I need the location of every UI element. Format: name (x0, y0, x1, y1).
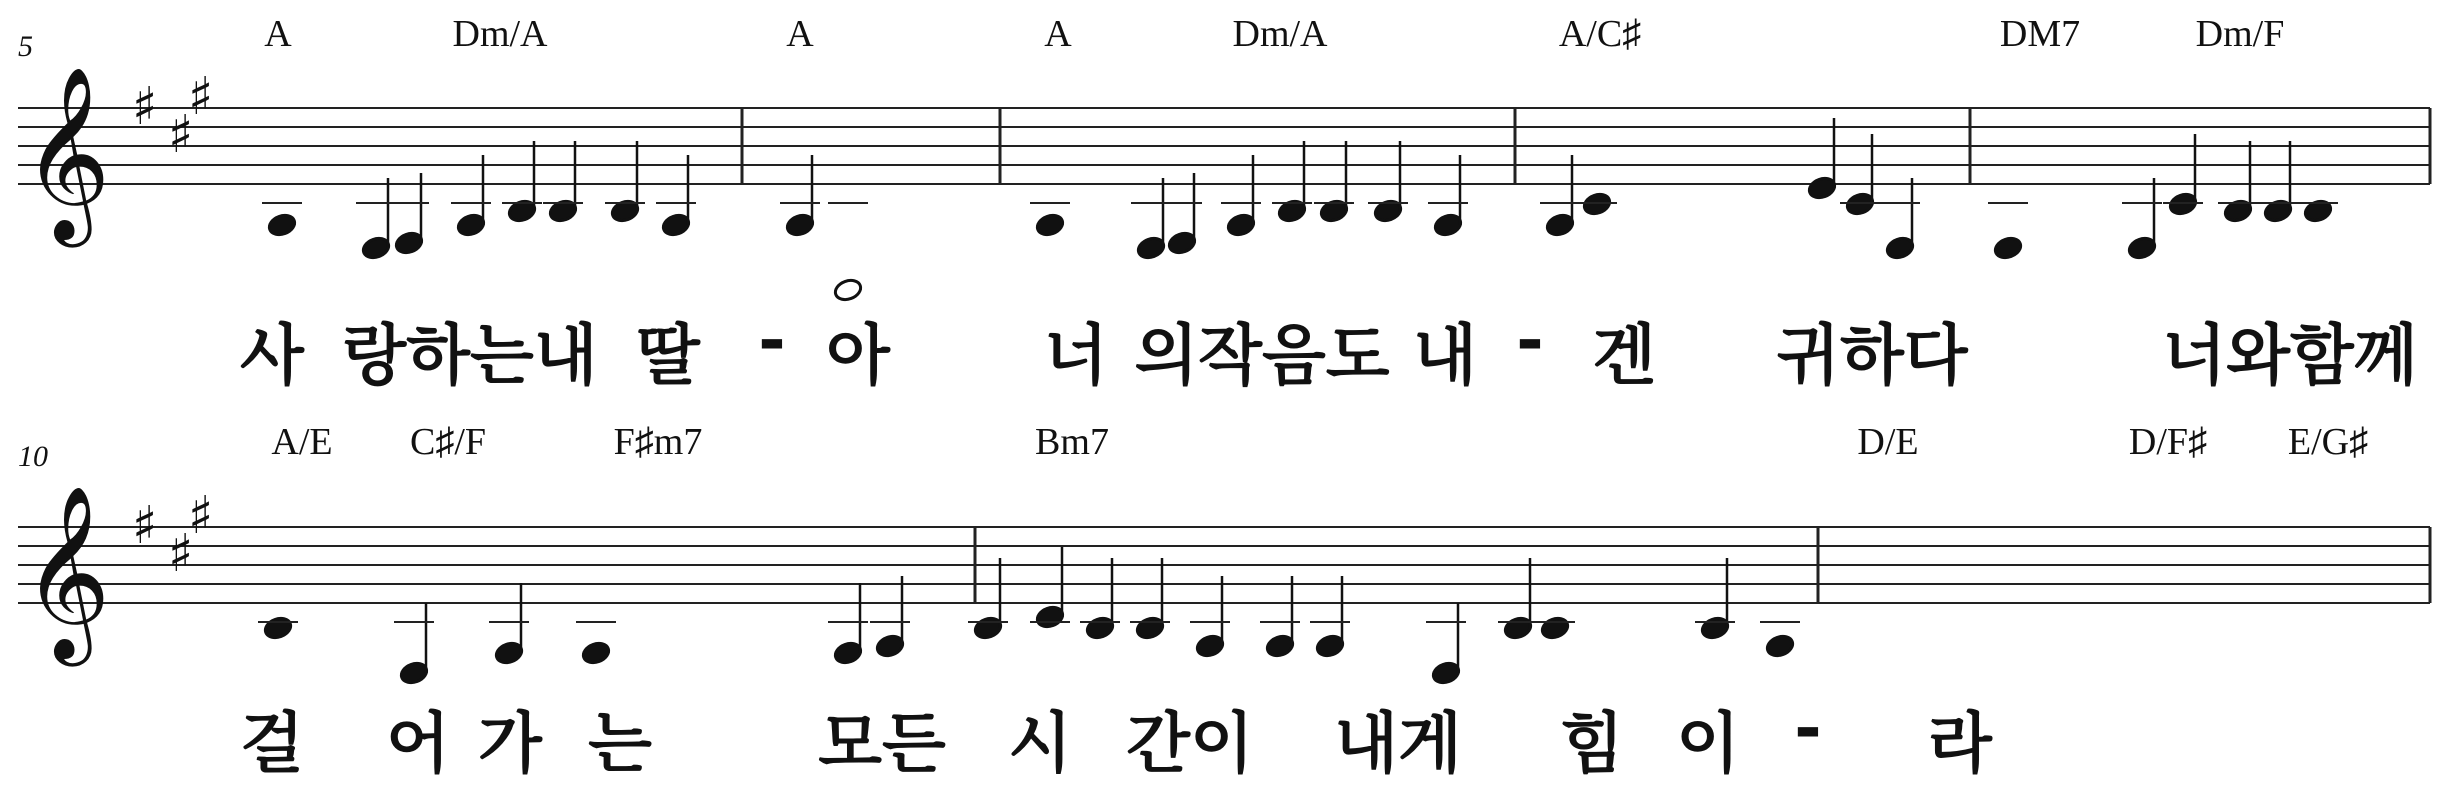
note-head (1765, 633, 1796, 659)
note-head (1085, 615, 1116, 641)
chord-symbol: C♯/F (409, 421, 487, 463)
sharp-icon: ♯ (188, 486, 214, 546)
note-head (661, 212, 692, 238)
lyric-syllable: 라 (1928, 705, 1992, 782)
note-head (1135, 615, 1166, 641)
note-head (1195, 633, 1226, 659)
note-head (1700, 615, 1731, 641)
lyric-syllable: 힘 (1560, 705, 1624, 782)
chord-symbol: F♯m7 (613, 421, 703, 463)
note-head (1503, 615, 1534, 641)
lyric-syllable: 시 (1008, 705, 1072, 782)
note-head (581, 640, 612, 666)
lyric-syllable: 귀하다 (1776, 317, 1968, 394)
chord-symbol: A (1044, 13, 1072, 55)
lyric-syllable: 이 (1676, 705, 1740, 782)
chord-symbol: Dm/A (1232, 13, 1328, 55)
note-head (833, 277, 864, 303)
sharp-icon: ♯ (132, 496, 158, 556)
chord-symbol: Dm/A (452, 13, 548, 55)
note-head (507, 198, 538, 224)
lyric-syllable: 아 (826, 317, 890, 394)
note-head (1136, 235, 1167, 261)
chord-symbol: A (786, 13, 814, 55)
lyric-syllable: 모든 (818, 705, 946, 782)
note-head (2303, 198, 2334, 224)
note-head (1226, 212, 1257, 238)
note-head (267, 212, 298, 238)
sharp-icon: ♯ (132, 77, 158, 137)
note-head (1885, 235, 1916, 261)
lyric-syllable: 내게 (1334, 705, 1462, 782)
lyric-syllable: 어 (386, 705, 450, 782)
lyric-syllable: 내 (1413, 317, 1477, 394)
lyric-syllable: 걸 (240, 705, 304, 782)
note-head (2263, 198, 2294, 224)
note-head (399, 660, 430, 686)
note-head (1545, 212, 1576, 238)
lyric-syllable: 가 (478, 705, 542, 782)
note-head (2127, 235, 2158, 261)
treble-clef-icon: 𝄞 (22, 485, 111, 659)
note-head (548, 198, 579, 224)
chord-symbol: A/C♯ (1558, 13, 1642, 55)
note-head (1431, 660, 1462, 686)
note-head (1315, 633, 1346, 659)
treble-clef-icon: 𝄞 (22, 66, 111, 240)
note-head (494, 640, 525, 666)
chord-symbol: D/E (1857, 421, 1919, 463)
note-head (1319, 198, 1350, 224)
note-head (394, 230, 425, 256)
note-head (1277, 198, 1308, 224)
note-head (263, 615, 294, 641)
note-head (1540, 615, 1571, 641)
note-head (1167, 230, 1198, 256)
chord-symbol: DM7 (1999, 13, 2081, 55)
note-head (833, 640, 864, 666)
note-head (875, 633, 906, 659)
chord-symbol: A/E (271, 421, 333, 463)
sharp-icon: ♯ (168, 524, 194, 584)
lyric-syllable: - (1516, 302, 1544, 379)
measure-number: 10 (18, 440, 48, 473)
note-head (1993, 235, 2024, 261)
note-head (973, 615, 1004, 641)
note-head (2223, 198, 2254, 224)
note-head (1373, 198, 1404, 224)
lyric-syllable: 너 (1044, 317, 1108, 394)
lyric-syllable: 의작음도 (1134, 317, 1390, 394)
note-head (785, 212, 816, 238)
lyric-syllable: 너와함께 (2162, 317, 2418, 394)
lyric-syllable: 는 (588, 705, 652, 782)
note-head (1433, 212, 1464, 238)
chord-symbol: D/F♯ (2128, 421, 2208, 463)
chord-symbol: A (264, 13, 292, 55)
note-head (1035, 212, 1066, 238)
staff-system-2 (18, 485, 2430, 686)
measure-number: 5 (18, 30, 33, 63)
chord-symbol: E/G♯ (2287, 421, 2369, 463)
staff-system-1 (18, 66, 2430, 303)
lyric-syllable: 겐 (1592, 317, 1656, 394)
note-head (361, 235, 392, 261)
note-head (1807, 175, 1838, 201)
note-head (610, 198, 641, 224)
note-head (1035, 604, 1066, 630)
lyric-syllable: 사 (240, 317, 304, 394)
lyric-syllable: - (758, 302, 786, 379)
lyric-syllable: - (1794, 690, 1822, 767)
lyric-syllable: 랑하는내 (342, 317, 598, 394)
note-head (1265, 633, 1296, 659)
sharp-icon: ♯ (168, 105, 194, 165)
sharp-icon: ♯ (188, 67, 214, 127)
chord-symbol: Bm7 (1035, 421, 1109, 463)
note-head (456, 212, 487, 238)
lyric-syllable: 딸 (636, 317, 700, 394)
chord-symbol: Dm/F (2195, 13, 2285, 55)
lyric-syllable: 간이 (1126, 705, 1254, 782)
